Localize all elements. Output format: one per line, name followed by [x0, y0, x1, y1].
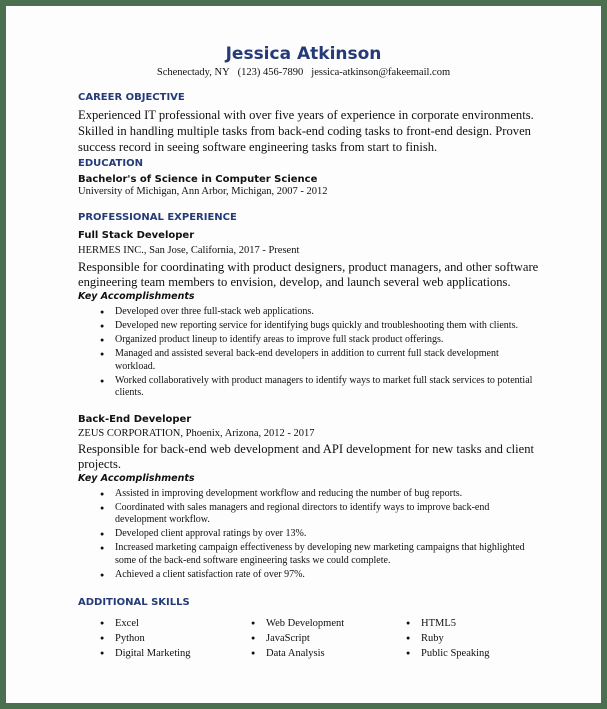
job-role: Full Stack Developer [78, 230, 195, 241]
location: Schenectady, NY [156, 67, 230, 78]
resume-content [78, 92, 548, 660]
job-company: HERMES INC., San Jose, California, 2017 - Present [78, 245, 300, 256]
job-summary: Responsible for back-end web development and API development for new tasks and client projects. [78, 441, 535, 471]
list-item: ● Coordinated with sales managers and regional directors to identify ways to improve back-end development workflow. [100, 502, 540, 527]
skill-item: ● Excel [100, 617, 251, 630]
email: jessica-atkinson@fakeemail.com [311, 67, 451, 78]
list-item: ● Achieved a client satisfaction rate of over 97%. [100, 569, 540, 582]
objective-heading: CAREER OBJECTIVE [78, 92, 185, 103]
school: University of Michigan, Ann Arbor, Michigan, 2007 - 2012 [78, 186, 328, 197]
list-item: ● Organized product lineup to identify areas to improve full stack product offerings. [100, 334, 540, 347]
list-item: ● Developed over three full-stack web applications. [100, 306, 540, 319]
accomplishment-list [100, 488, 540, 582]
contact-line [6, 67, 601, 79]
key-accomplishments-label: Key Accomplishments [78, 291, 195, 302]
education-heading: EDUCATION [78, 158, 143, 169]
candidate-name: Jessica Atkinson [225, 44, 382, 64]
skill-item: ● Public Speaking [406, 647, 536, 660]
job-summary: Responsible for coordinating with product designers, product managers, and other software engineering team members to envision, develop, and launch several web applications. [78, 260, 539, 289]
accomplishment-list [100, 306, 540, 400]
resume-page [6, 6, 601, 703]
skills-heading: ADDITIONAL SKILLS [78, 597, 190, 608]
list-item: ● Increased marketing campaign effectiveness by developing new marketing campaigns that highlighted some of the back-end software engineering tasks we could complete. [100, 542, 540, 567]
experience-heading: PROFESSIONAL EXPERIENCE [78, 212, 237, 223]
skill-item: ● Data Analysis [251, 647, 406, 660]
list-item: ● Assisted in improving development workflow and reducing the number of bug reports. [100, 488, 540, 501]
list-item: ● Worked collaboratively with product managers to identify ways to market full stack services to potential clients. [100, 375, 540, 400]
skills-grid [100, 617, 540, 660]
objective-text: Experienced IT professional with over five years of experience in corporate environments. Skilled in handling multiple tasks from back-end coding tasks to front-end design. Proven success record in seeing software engineering tasks from start to finish. [78, 108, 534, 154]
skill-item: ● Python [100, 632, 251, 645]
degree: Bachelor's of Science in Computer Science [78, 174, 318, 185]
skill-item: ● Ruby [406, 632, 536, 645]
skill-item: ● Digital Marketing [100, 647, 251, 660]
skill-item: ● Web Development [251, 617, 406, 630]
key-accomplishments-label: Key Accomplishments [78, 472, 195, 484]
job-role: Back-End Developer [78, 413, 192, 425]
list-item: ● Developed new reporting service for identifying bugs quickly and troubleshooting them with clients. [100, 320, 540, 333]
phone: (123) 456-7890 [237, 67, 304, 78]
skill-item: ● JavaScript [251, 632, 406, 645]
list-item: ● Managed and assisted several back-end developers in addition to current full stack development workload. [100, 348, 540, 373]
job-company: ZEUS CORPORATION, Phoenix, Arizona, 2012 - 2017 [78, 427, 315, 439]
list-item: ● Developed client approval ratings by over 13%. [100, 528, 540, 541]
skill-item: ● HTML5 [406, 617, 536, 630]
